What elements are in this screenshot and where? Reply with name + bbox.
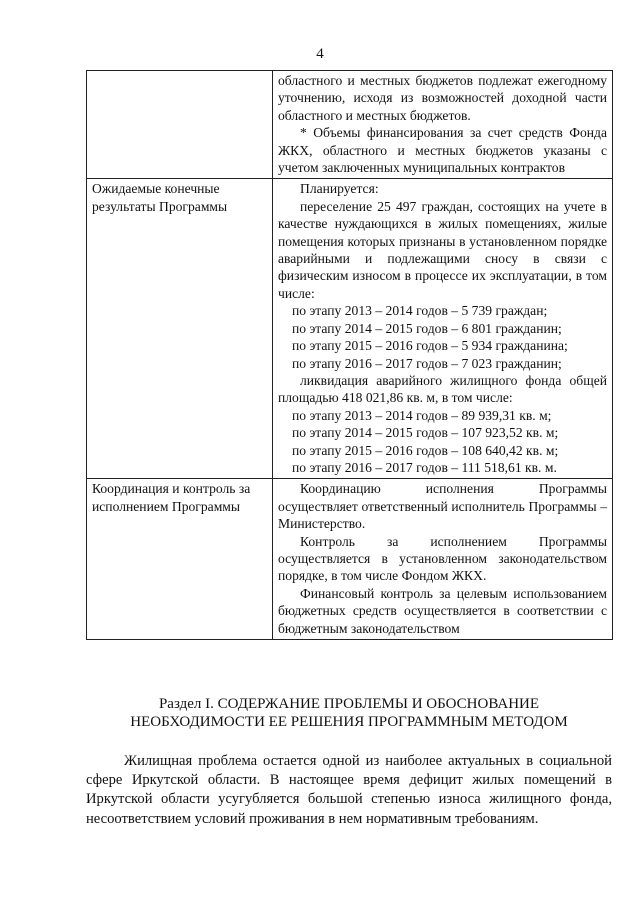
row-content-cell	[273, 71, 613, 179]
row-content-cell	[273, 479, 613, 640]
stage-people-item: по этапу 2015 – 2016 годов – 5 934 гражданина;	[292, 338, 568, 354]
page-number: 4	[316, 46, 324, 62]
section-title-line: НЕОБХОДИМОСТИ ЕЕ РЕШЕНИЯ ПРОГРАММНЫМ МЕТОДОМ	[130, 714, 568, 730]
financing-paragraph: областного и местных бюджетов подлежат ежегодному уточнению, исходя из возможностей доходной части областного и местных бюджетов.	[278, 73, 607, 123]
stage-people-item: по этапу 2016 – 2017 годов – 7 023 гражданин;	[292, 355, 562, 371]
financial-control-paragraph: Финансовый контроль за целевым использованием бюджетных средств осуществляется в соответствии с бюджетным законодательством	[278, 585, 607, 636]
row-label-expected-results: Ожидаемые конечные результаты Программы	[92, 181, 228, 214]
stage-area-item: по этапу 2013 – 2014 годов – 89 939,31 кв. м;	[292, 407, 552, 423]
table-row-financing-note	[87, 71, 613, 179]
program-passport-table	[86, 70, 613, 640]
section-body	[86, 752, 612, 829]
row-label-cell	[87, 179, 273, 479]
control-paragraph: Контроль за исполнением Программы осуществляется в установленном законодательством порядке, в том числе Фондом ЖКХ.	[278, 533, 607, 584]
section-title-line: Раздел I. СОДЕРЖАНИЕ ПРОБЛЕМЫ И ОБОСНОВАНИЕ	[158, 696, 540, 712]
body-paragraph: Жилищная проблема остается одной из наиболее актуальных в социальной сфере Иркутской области. В настоящее время дефицит жилых помещений в Иркутской области усугубляется большой степенью износа жилищного фонда, несоответствием условий проживания в нем нормативным требованиям.	[86, 753, 612, 827]
row-content-cell	[273, 179, 613, 479]
stage-area-item: по этапу 2014 – 2015 годов – 107 923,52 кв. м;	[292, 425, 559, 441]
stage-area-item: по этапу 2015 – 2016 годов – 108 640,42 кв. м;	[292, 442, 559, 458]
stage-people-item: по этапу 2013 – 2014 годов – 5 739 граждан;	[292, 303, 548, 319]
row-label-coordination: Координация и контроль за исполнением Программы	[92, 481, 251, 514]
row-label-cell	[87, 479, 273, 640]
financing-footnote: * Объемы финансирования за счет средств Фонда ЖКХ, областного и местных бюджетов указаны с учетом заключенных муниципальных контрактов	[278, 125, 607, 176]
stage-people-item: по этапу 2014 – 2015 годов – 6 801 гражданин;	[292, 320, 562, 336]
stage-area-item: по этапу 2016 – 2017 годов – 111 518,61 кв. м.	[292, 459, 557, 475]
liquidation-paragraph: ликвидация аварийного жилищного фонда общей площадью 418 021,86 кв. м, в том числе:	[278, 372, 607, 406]
planned-heading: Планируется:	[300, 181, 379, 197]
coordination-paragraph: Координацию исполнения Программы осуществляет ответственный исполнитель Программы – Министерство.	[278, 481, 607, 532]
table-row-coordination	[87, 479, 613, 640]
row-label-cell	[87, 71, 273, 179]
table-row-expected-results	[87, 179, 613, 479]
section-title	[86, 695, 612, 731]
resettlement-paragraph: переселение 25 497 граждан, состоящих на учете в качестве нуждающихся в жилых помещениях, жилые помещения которых признаны в установленном порядке аварийными и подлежащими сносу в связи с физическим износом в процессе их эксплуатации, в том числе:	[278, 198, 607, 301]
